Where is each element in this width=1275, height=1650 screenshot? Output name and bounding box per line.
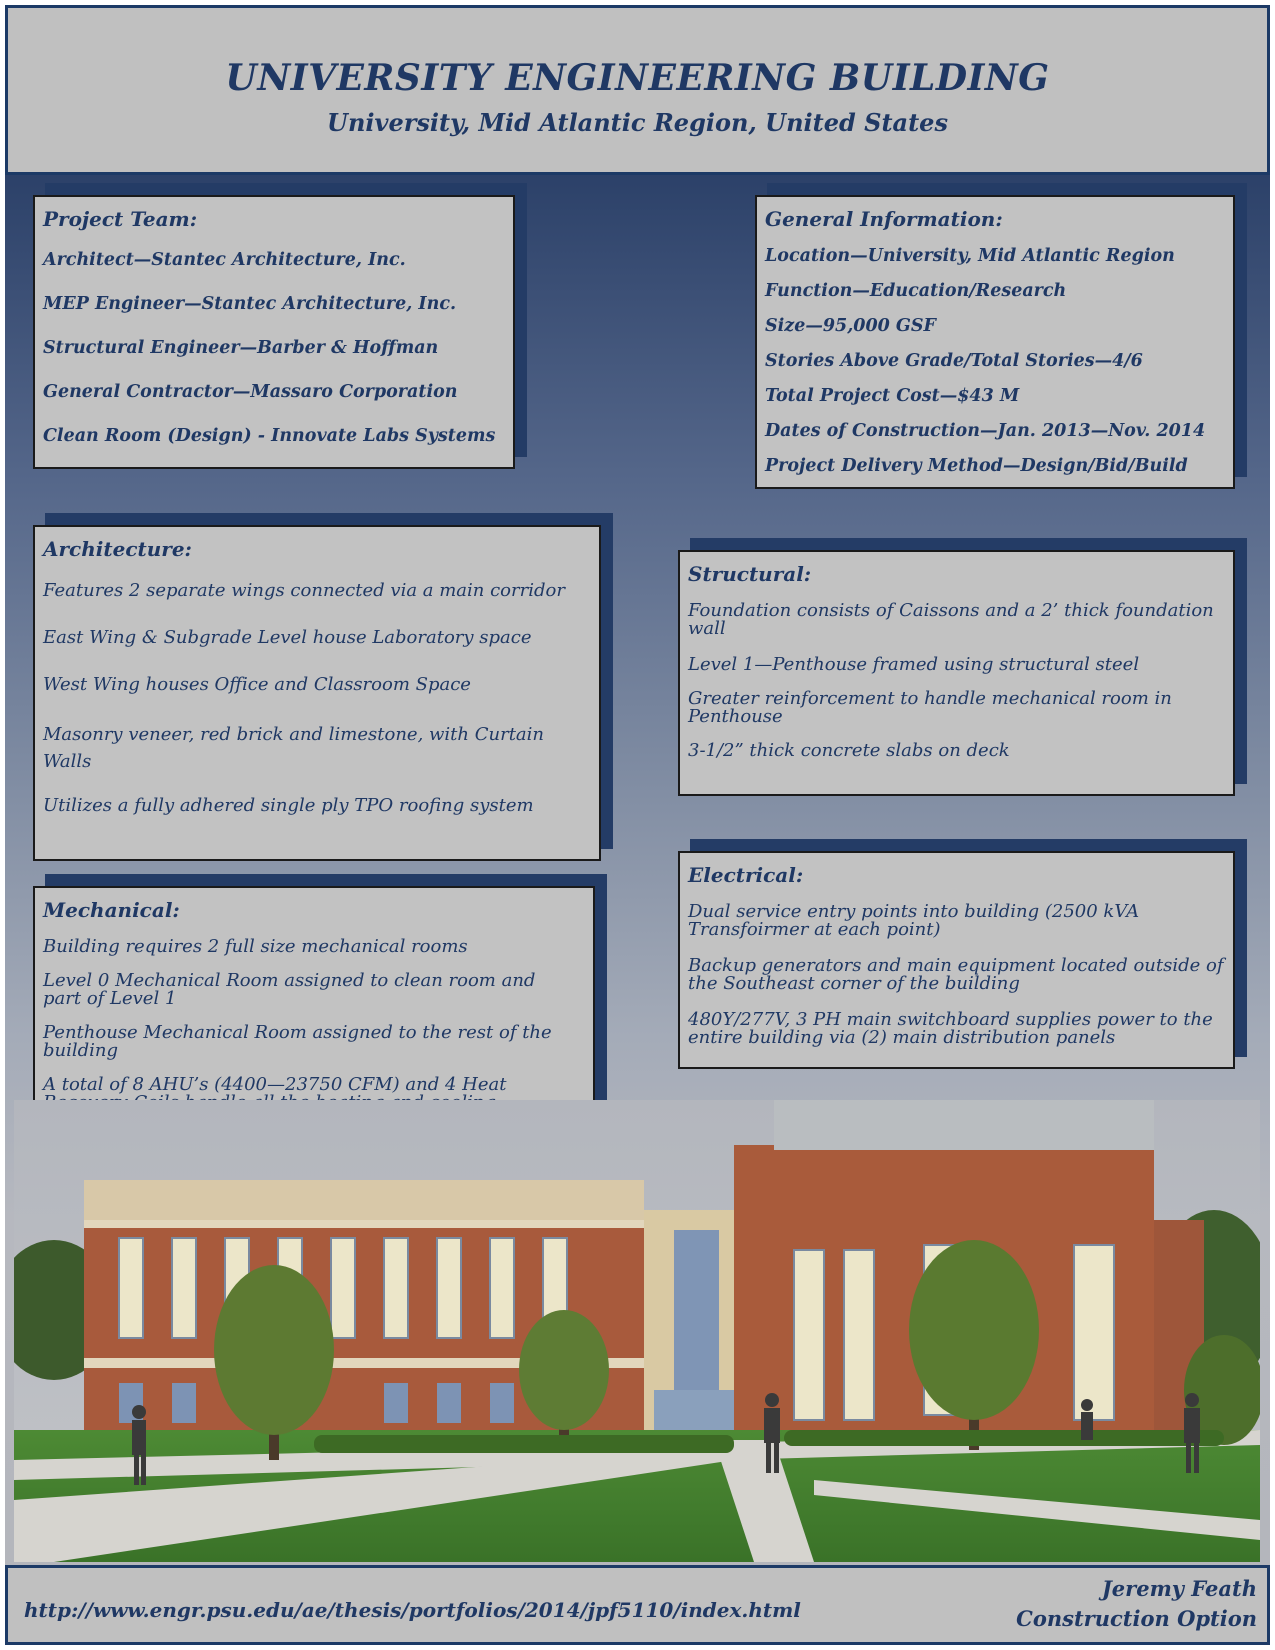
list-item: 480Y/277V, 3 PH main switchboard supplies power to the entire building via (2) main distribution panels [688,1009,1213,1048]
list-item: Level 1—Penthouse framed using structural steel [688,654,1140,675]
panel-title: Mechanical: [43,898,180,922]
list-item: Dual service entry points into building (2500 kVA Transfoirmer at each point) [688,901,1140,940]
list-item: Building requires 2 full size mechanical rooms [43,936,468,957]
list-item: Architect—Stantec Architecture, Inc. [43,250,406,270]
list-item: MEP Engineer—Stantec Architecture, Inc. [43,294,457,314]
list-item: Foundation consists of Caissons and a 2’ thick foundation wall [688,600,1214,639]
list-item: A total of 8 AHU’s (4400—23750 CFM) and 4 Heat [43,1074,507,1095]
list-item: Backup generators and main equipment located outside of the Southeast corner of the building [688,955,1224,994]
panel-title: Structural: [688,562,812,586]
list-item: Dates of Construction—Jan. 2013—Nov. 2014 [765,421,1206,441]
architecture-panel [33,525,601,861]
list-item: Penthouse Mechanical Room assigned to the rest of the building [43,1022,552,1061]
page-subtitle: University, Mid Atlantic Region, United States [327,108,948,137]
list-item: Size—95,000 GSF [765,316,936,336]
list-item: Total Project Cost—$43 M [765,386,1020,406]
author-option: Construction Option [1016,1606,1257,1631]
list-item: Greater reinforcement to handle mechanical room in Penthouse [688,688,1172,727]
electrical-panel [678,851,1235,1069]
list-item: Level 0 Mechanical Room assigned to clean room and part of Level 1 [43,970,536,1009]
list-item: Clean Room (Design) - Innovate Labs Systems [43,426,496,446]
panel-title: Electrical: [688,863,804,887]
project-team-panel [33,195,515,469]
poster-header [5,5,1270,175]
list-item: 3-1/2” thick concrete slabs on deck [688,740,1010,761]
list-item: Location—University, Mid Atlantic Region [765,246,1175,266]
list-item: West Wing houses Office and Classroom Space [43,674,471,695]
structural-panel [678,550,1235,796]
list-item: Project Delivery Method—Design/Bid/Build [765,456,1188,476]
poster-footer [5,1565,1270,1645]
list-item: Features 2 separate wings connected via a main corridor [43,580,565,601]
list-item: General Contractor—Massaro Corporation [43,382,458,402]
list-item: Masonry veneer, red brick and limestone, with Curtain Walls [43,724,545,772]
list-item: Structural Engineer—Barber & Hoffman [43,338,439,358]
portfolio-url-link[interactable]: http://www.engr.psu.edu/ae/thesis/portfolios/2014/jpf5110/index.html [24,1598,801,1622]
list-item: Stories Above Grade/Total Stories—4/6 [765,351,1143,371]
list-item: Utilizes a fully adhered single ply TPO roofing system [43,795,534,816]
panel-title: Project Team: [43,207,198,231]
general-information-panel [755,195,1235,489]
panel-title: General Information: [765,207,1003,231]
building-rendering [14,1100,1260,1562]
page-title: UNIVERSITY ENGINEERING BUILDING [225,57,1050,99]
panel-title: Architecture: [43,537,192,561]
list-item: East Wing & Subgrade Level house Laboratory space [43,627,532,648]
list-item: Function—Education/Research [765,281,1067,301]
author-name: Jeremy Feath [1101,1576,1257,1601]
